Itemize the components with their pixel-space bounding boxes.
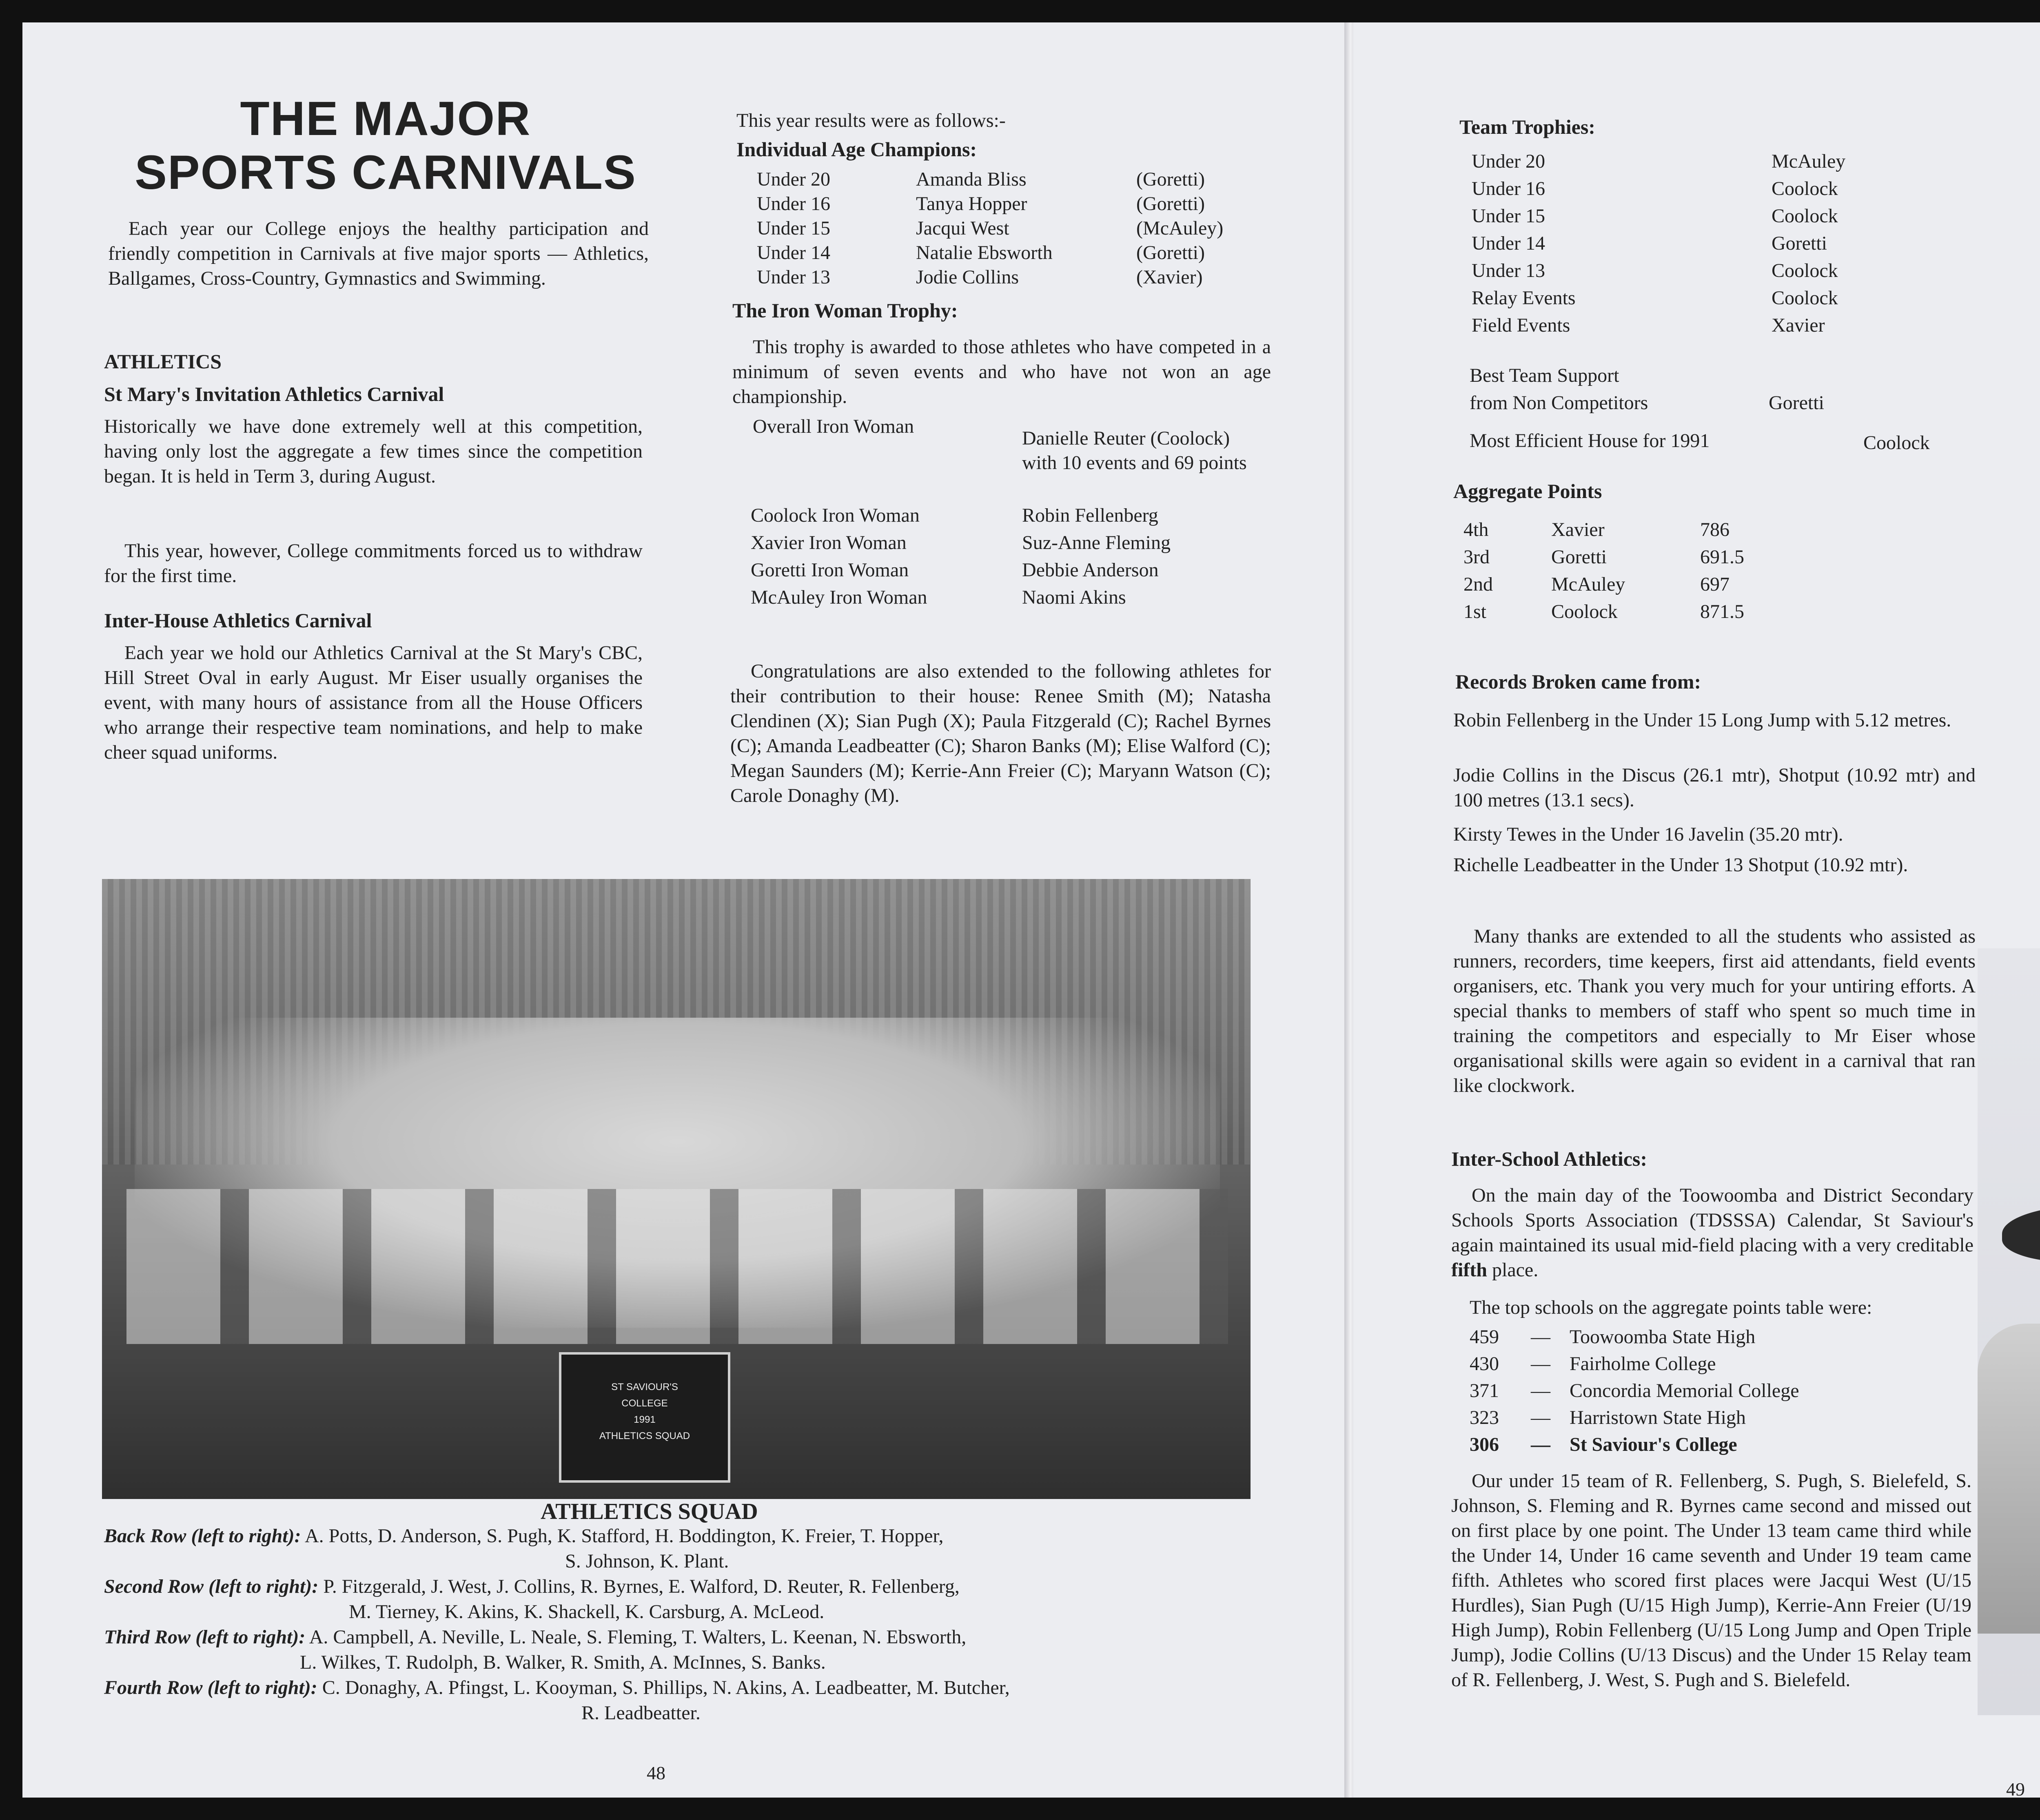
caption-row: Back Row (left to right): A. Potts, D. Anderson, S. Pugh, K. Stafford, H. Boddington, K. Freier, T. Hopper, xyxy=(104,1525,944,1547)
sign-line: COLLEGE xyxy=(621,1398,668,1409)
table-row: Under 15 Jacqui West (McAuley) xyxy=(757,217,1224,239)
caption-row-cont: R. Leadbeatter. xyxy=(581,1702,701,1724)
caption-row-cont: S. Johnson, K. Plant. xyxy=(565,1550,729,1572)
left-page xyxy=(22,22,1348,1798)
aggregate-heading: Aggregate Points xyxy=(1453,480,1602,503)
table-row: Under 16 Tanya Hopper (Goretti) xyxy=(757,193,1205,215)
caption-row-cont: L. Wilkes, T. Rudolph, B. Walker, R. Smith, A. McInnes, S. Banks. xyxy=(300,1652,826,1673)
table-row: Under 14 Goretti xyxy=(1472,232,1827,254)
table-row: Under 13 Coolock xyxy=(1472,260,1838,281)
front-row-figures xyxy=(126,1189,1228,1344)
interschool-heading: Inter-School Athletics: xyxy=(1451,1147,1648,1170)
table-row: Under 20 McAuley xyxy=(1472,151,1846,172)
team-trophies-heading: Team Trophies: xyxy=(1459,115,1595,138)
book-spread xyxy=(22,22,2040,1798)
table-row: Under 15 Coolock xyxy=(1472,205,1838,227)
page-number: 49 xyxy=(2006,1779,2025,1798)
aggregate-table xyxy=(1463,516,1744,625)
table-row: 306 — St Saviour's College xyxy=(1470,1434,1737,1455)
top-schools-intro: The top schools on the aggregate points table were: xyxy=(1470,1297,1872,1318)
caption-row: Fourth Row (left to right): C. Donaghy, A. Pfingst, L. Kooyman, S. Phillips, N. Akins, A. Leadbeatter, M. Butcher, xyxy=(104,1677,1010,1698)
top-schools-table xyxy=(1470,1324,1799,1458)
st-marys-heading: St Mary's Invitation Athletics Carnival xyxy=(104,383,444,405)
record-item: Jodie Collins in the Discus (26.1 mtr), Shotput (10.92 mtr) and 100 metres (13.1 secs). xyxy=(1453,764,1976,811)
teacher-body xyxy=(1978,1324,2040,1634)
schulz-west-photo xyxy=(1978,948,2040,1715)
table-row: Relay Events Coolock xyxy=(1472,287,1838,309)
squad-sign xyxy=(559,1352,730,1483)
page-title xyxy=(96,92,675,199)
best-support-house: Goretti xyxy=(1769,392,1824,414)
squad-caption xyxy=(104,1523,1246,1726)
results-intro: This year results were as follows:- xyxy=(736,110,1006,131)
table-row: 1st Coolock 871.5 xyxy=(1463,601,1744,622)
table-row: 430 — Fairholme College xyxy=(1470,1353,1716,1375)
page-number: 48 xyxy=(647,1762,665,1783)
interhouse-paragraph: Each year we hold our Athletics Carnival at the St Mary's CBC, Hill Street Oval in early August. Mr Eiser usually organises the event, with many hours of assistance from all the House Officers who arrange their respective team nominations, and help to make cheer squad uniforms. xyxy=(104,642,643,763)
records-heading: Records Broken came from: xyxy=(1455,670,1701,693)
record-item: Robin Fellenberg in the Under 15 Long Jump with 5.12 metres. xyxy=(1453,709,1951,731)
table-row: Xavier Iron Woman Suz-Anne Fleming xyxy=(751,532,1171,554)
table-row: Under 20 Amanda Bliss (Goretti) xyxy=(757,168,1205,190)
athletics-squad-photo xyxy=(102,879,1251,1499)
table-row: 323 — Harristown State High xyxy=(1470,1407,1746,1428)
athletics-heading: ATHLETICS xyxy=(104,350,222,373)
efficient-house-label: Most Efficient House for 1991 xyxy=(1470,430,1710,452)
sign-line: ST SAVIOUR'S xyxy=(611,1382,678,1393)
sign-line: ATHLETICS SQUAD xyxy=(599,1430,690,1441)
title-line-1: THE MAJOR xyxy=(240,92,531,146)
table-row: 4th Xavier 786 xyxy=(1463,519,1730,540)
iron-woman-heading: The Iron Woman Trophy: xyxy=(732,299,958,322)
caption-row: Third Row (left to right): A. Campbell, A. Neville, L. Neale, S. Fleming, T. Walters, L. Keenan, N. Ebsworth, xyxy=(104,1626,967,1648)
iron-woman-paragraph: This trophy is awarded to those athletes who have competed in a minimum of seven events and who have not won an age championship. xyxy=(732,336,1271,407)
record-item: Richelle Leadbeatter in the Under 13 Shotput (10.92 mtr). xyxy=(1453,854,1908,876)
best-support-line-1: Best Team Support xyxy=(1470,365,1619,386)
efficient-house-value: Coolock xyxy=(1863,432,1930,454)
title-line-2: SPORTS CARNIVALS xyxy=(135,146,636,199)
table-row: Goretti Iron Woman Debbie Anderson xyxy=(751,559,1159,581)
team-trophies-table xyxy=(1472,148,1845,339)
table-row: Under 13 Jodie Collins (Xavier) xyxy=(757,266,1203,288)
table-row: 2nd McAuley 697 xyxy=(1463,573,1730,595)
table-row: 371 — Concordia Memorial College xyxy=(1470,1380,1799,1402)
table-row: Field Events Xavier xyxy=(1472,314,1825,336)
interhouse-heading: Inter-House Athletics Carnival xyxy=(104,609,372,632)
overall-iron-woman-value: Danielle Reuter (Coolock) with 10 events and 69 points xyxy=(1022,427,1247,474)
age-champions-heading: Individual Age Champions: xyxy=(736,138,977,161)
st-marys-paragraph-1: Historically we have done extremely well at this competition, having only lost the aggregate a few times since the competition began. It is held in Term 3, during August. xyxy=(104,416,643,487)
iron-woman-table xyxy=(751,502,1171,611)
hat xyxy=(2002,1205,2040,1262)
table-row: Under 16 Coolock xyxy=(1472,178,1838,199)
sign-line: 1991 xyxy=(634,1414,656,1425)
record-item: Kirsty Tewes in the Under 16 Javelin (35.20 mtr). xyxy=(1453,824,1843,845)
interschool-paragraph: On the main day of the Toowoomba and District Secondary Schools Sports Association (TDSSSA) Calendar, St Saviour's again maintained its usual mid-field placing with a very creditable fifth place. xyxy=(1451,1185,1973,1281)
caption-row: Second Row (left to right): P. Fitzgerald, J. West, J. Collins, R. Byrnes, E. Walford, D. Reuter, R. Fellenberg, xyxy=(104,1576,960,1597)
table-row: 459 — Toowoomba State High xyxy=(1470,1326,1756,1348)
squad-caption-title: ATHLETICS SQUAD xyxy=(541,1499,758,1524)
teams-paragraph: Our under 15 team of R. Fellenberg, S. Pugh, S. Bielefeld, S. Johnson, S. Fleming and R. Byrnes came second and missed out on first place by one point. The Under 13 team came third while the Under 14, Under 16 came seventh and Under 19 team came fifth. Athletes who scored first places were Jacqui West (U/15 Hurdles), Sian Pugh (U/15 High Jump), Kerrie-Ann Freier (U/19 High Jump), Robin Fellenberg (U/15 Long Jump and Open Triple Jump), Jodie Collins (U/13 Discus) and the Under 15 Relay team of R. Fellenberg, J. West, S. Pugh and S. Bielefeld. xyxy=(1451,1470,1971,1691)
table-row: McAuley Iron Woman Naomi Akins xyxy=(751,587,1126,608)
overall-iron-woman-label: Overall Iron Woman xyxy=(753,416,914,437)
table-row: Coolock Iron Woman Robin Fellenberg xyxy=(751,505,1158,526)
thanks-paragraph: Many thanks are extended to all the students who assisted as runners, recorders, time keepers, first aid attendants, field events organisers, etc. Thank you very much for your untiring efforts. A special thanks to members of staff who spent so much time in training the competitors and especially to Mr Eiser whose organisational skills were again so evident in a carnival that ran like clockwork. xyxy=(1453,925,1976,1096)
table-row: 3rd Goretti 691.5 xyxy=(1463,546,1744,568)
best-support-line-2: from Non Competitors xyxy=(1470,392,1648,414)
table-row: Under 14 Natalie Ebsworth (Goretti) xyxy=(757,242,1205,263)
right-page xyxy=(1353,22,2040,1798)
st-marys-paragraph-2: This year, however, College commitments forced us to withdraw for the first time. xyxy=(104,540,643,587)
age-champions-table xyxy=(757,167,1223,290)
congrats-paragraph: Congratulations are also extended to the following athletes for their contribution to their house: Renee Smith (M); Natasha Clendinen (X); Sian Pugh (X); Paula Fitzgerald (C); Rachel Byrnes (C); Amanda Leadbeatter (C); Sharon Banks (M); Elise Walford (C); Megan Saunders (M); Kerrie-Ann Freier (C); Maryann Watson (C); Carole Donaghy (M). xyxy=(730,660,1271,806)
caption-row-cont: M. Tierney, K. Akins, K. Shackell, K. Carsburg, A. McLeod. xyxy=(349,1601,825,1623)
intro-paragraph: Each year our College enjoys the healthy participation and friendly competition in Carnivals at five major sports — Athletics, Ballgames, Cross-Country, Gymnastics and Swimming. xyxy=(108,218,649,289)
